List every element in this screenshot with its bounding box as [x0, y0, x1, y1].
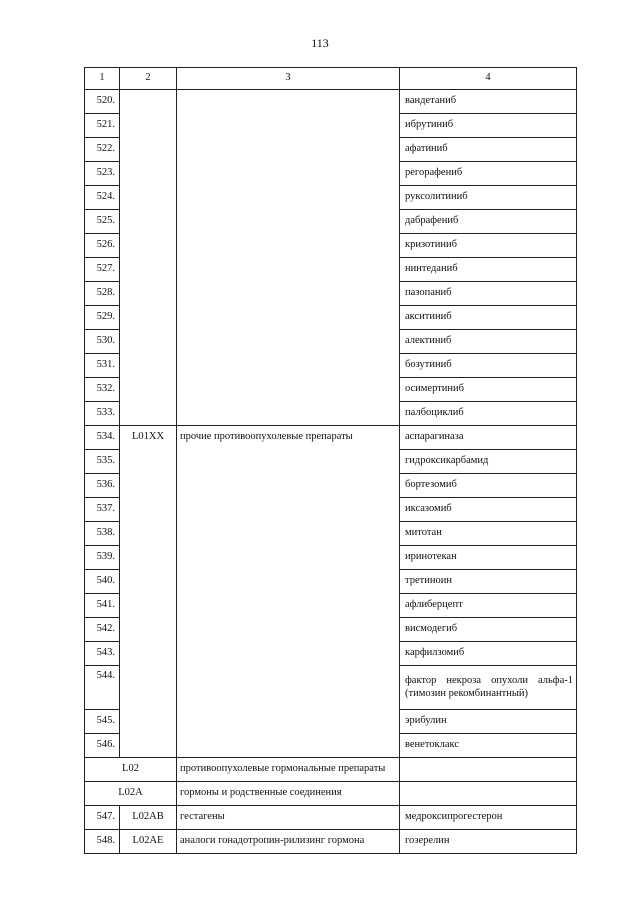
- row-number: 538.: [85, 522, 120, 546]
- row-number: 524.: [85, 186, 120, 210]
- group-name-cell: [177, 90, 400, 426]
- drug-name: афатиниб: [400, 138, 577, 162]
- atc-code: L02AE: [120, 830, 177, 854]
- drug-name: осимертиниб: [400, 378, 577, 402]
- drug-name: ибрутиниб: [400, 114, 577, 138]
- row-number: 528.: [85, 282, 120, 306]
- column-header-2: 2: [120, 68, 177, 90]
- drug-name: алектиниб: [400, 330, 577, 354]
- row-number: 539.: [85, 546, 120, 570]
- drug-name: пазопаниб: [400, 282, 577, 306]
- row-number: 544.: [85, 666, 120, 710]
- drug-name: иксазомиб: [400, 498, 577, 522]
- drug-name: третиноин: [400, 570, 577, 594]
- column-header-1: 1: [85, 68, 120, 90]
- drug-name: бортезомиб: [400, 474, 577, 498]
- atc-group-code: L02: [85, 758, 177, 782]
- row-number: 527.: [85, 258, 120, 282]
- group-name: прочие противоопухолевые препараты: [177, 426, 400, 758]
- row-number: 534.: [85, 426, 120, 450]
- row-number: 546.: [85, 734, 120, 758]
- table-row: [85, 426, 577, 450]
- drug-name: афлиберцепт: [400, 594, 577, 618]
- row-number: 522.: [85, 138, 120, 162]
- atc-code: L01XX: [120, 426, 177, 758]
- row-number: 547.: [85, 806, 120, 830]
- atc-code: L02AB: [120, 806, 177, 830]
- atc-group-code: L02A: [85, 782, 177, 806]
- row-number: 523.: [85, 162, 120, 186]
- atc-code-cell: [120, 90, 177, 426]
- drug-name: акситиниб: [400, 306, 577, 330]
- drug-name: карфилзомиб: [400, 642, 577, 666]
- drug-name: регорафениб: [400, 162, 577, 186]
- header-row: [85, 68, 577, 90]
- empty-drug-cell: [400, 782, 577, 806]
- atc-group-name: гормоны и родственные соединения: [177, 782, 400, 806]
- table-row: [85, 806, 577, 830]
- row-number: 541.: [85, 594, 120, 618]
- group-name: гестагены: [177, 806, 400, 830]
- drug-name: вандетаниб: [400, 90, 577, 114]
- drug-name: кризотиниб: [400, 234, 577, 258]
- group-row: [85, 758, 577, 782]
- table-row: [85, 830, 577, 854]
- row-number: 520.: [85, 90, 120, 114]
- column-header-4: 4: [400, 68, 577, 90]
- column-header-3: 3: [177, 68, 400, 90]
- atc-group-name: противоопухолевые гормональные препараты: [177, 758, 400, 782]
- drug-name: медроксипрогестерон: [400, 806, 577, 830]
- drug-name: висмодегиб: [400, 618, 577, 642]
- row-number: 540.: [85, 570, 120, 594]
- row-number: 530.: [85, 330, 120, 354]
- row-number: 542.: [85, 618, 120, 642]
- table-row: [85, 90, 577, 114]
- drug-name: нинтеданиб: [400, 258, 577, 282]
- row-number: 535.: [85, 450, 120, 474]
- group-name: аналоги гонадотропин-рилизинг гормона: [177, 830, 400, 854]
- drug-name: гидроксикарбамид: [400, 450, 577, 474]
- drug-name: эрибулин: [400, 710, 577, 734]
- row-number: 521.: [85, 114, 120, 138]
- drug-name: иринотекан: [400, 546, 577, 570]
- row-number: 537.: [85, 498, 120, 522]
- row-number: 536.: [85, 474, 120, 498]
- drug-name: дабрафениб: [400, 210, 577, 234]
- drug-name: палбоциклиб: [400, 402, 577, 426]
- drug-name: аспарагиназа: [400, 426, 577, 450]
- row-number: 533.: [85, 402, 120, 426]
- row-number: 543.: [85, 642, 120, 666]
- empty-drug-cell: [400, 758, 577, 782]
- row-number: 548.: [85, 830, 120, 854]
- row-number: 526.: [85, 234, 120, 258]
- drug-name: венетоклакс: [400, 734, 577, 758]
- page-number: 113: [311, 36, 329, 50]
- drug-name: митотан: [400, 522, 577, 546]
- drug-name: гозерелин: [400, 830, 577, 854]
- row-number: 545.: [85, 710, 120, 734]
- drug-name: руксолитиниб: [400, 186, 577, 210]
- row-number: 525.: [85, 210, 120, 234]
- drug-list-table: [84, 67, 577, 854]
- row-number: 529.: [85, 306, 120, 330]
- drug-name: бозутиниб: [400, 354, 577, 378]
- row-number: 531.: [85, 354, 120, 378]
- group-row: [85, 782, 577, 806]
- drug-name: фактор некроза опухоли альфа-1 (тимозин рекомбинантный): [400, 666, 577, 710]
- row-number: 532.: [85, 378, 120, 402]
